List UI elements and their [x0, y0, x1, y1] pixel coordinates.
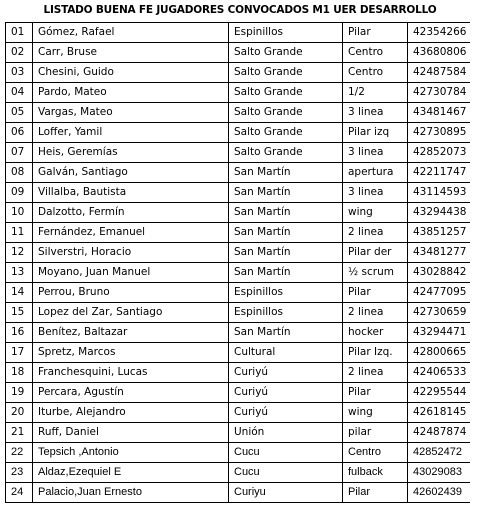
player-club-cell: Unión	[229, 423, 343, 443]
player-number-cell: 10	[6, 203, 33, 223]
player-dni-cell: 43114593	[408, 183, 470, 203]
player-number-cell: 07	[6, 143, 33, 163]
player-name-cell: Percara, Agustín	[33, 383, 229, 403]
player-row	[6, 143, 470, 163]
player-club-cell: San Martín	[229, 243, 343, 263]
player-dni-cell: 42295544	[408, 383, 470, 403]
player-row	[6, 103, 470, 123]
player-club-cell: San Martín	[229, 163, 343, 183]
player-position-cell: Centro	[343, 443, 408, 463]
player-row	[6, 123, 470, 143]
player-name-cell: Palacio,Juan Ernesto	[33, 483, 229, 503]
player-row	[6, 483, 470, 503]
player-club-cell: Salto Grande	[229, 143, 343, 163]
player-position-cell: wing	[343, 203, 408, 223]
player-row	[6, 303, 470, 323]
player-club-cell: San Martín	[229, 183, 343, 203]
player-club-cell: Cultural	[229, 343, 343, 363]
player-dni-cell: 43029083	[408, 463, 470, 483]
player-dni-cell: 43481277	[408, 243, 470, 263]
player-name-cell: Fernández, Emanuel	[33, 223, 229, 243]
player-club-cell: Espinillos	[229, 283, 343, 303]
player-club-cell: Curiyu	[229, 483, 343, 503]
player-club-cell: San Martín	[229, 223, 343, 243]
player-dni-cell: 43028842	[408, 263, 470, 283]
player-club-cell: Espinillos	[229, 303, 343, 323]
player-name-cell: Galván, Santiago	[33, 163, 229, 183]
player-row	[6, 83, 470, 103]
player-position-cell: Pilar Izq.	[343, 343, 408, 363]
player-row	[6, 43, 470, 63]
player-position-cell: 2 linea	[343, 303, 408, 323]
player-row	[6, 183, 470, 203]
player-number-cell: 11	[6, 223, 33, 243]
player-club-cell: Salto Grande	[229, 103, 343, 123]
player-dni-cell: 42211747	[408, 163, 470, 183]
player-club-cell: Salto Grande	[229, 43, 343, 63]
player-position-cell: pilar	[343, 423, 408, 443]
player-name-cell: Silverstri, Horacio	[33, 243, 229, 263]
player-position-cell: 3 linea	[343, 103, 408, 123]
player-row	[6, 343, 470, 363]
player-dni-cell: 42618145	[408, 403, 470, 423]
player-row	[6, 323, 470, 343]
player-position-cell: Pilar	[343, 283, 408, 303]
player-number-cell: 03	[6, 63, 33, 83]
player-dni-cell: 43851257	[408, 223, 470, 243]
player-position-cell: Pilar	[343, 23, 408, 43]
player-row	[6, 383, 470, 403]
document-title: LISTADO BUENA FE JUGADORES CONVOCADOS M1 UER DESARROLLO	[43, 4, 437, 16]
player-number-cell: 17	[6, 343, 33, 363]
player-dni-cell: 43294438	[408, 203, 470, 223]
player-row	[6, 423, 470, 443]
player-row	[6, 463, 470, 483]
player-name-cell: Benítez, Baltazar	[33, 323, 229, 343]
players-table-body	[6, 23, 470, 503]
player-row	[6, 363, 470, 383]
player-name-cell: Gómez, Rafael	[33, 23, 229, 43]
player-dni-cell: 43294471	[408, 323, 470, 343]
player-name-cell: Ruff, Daniel	[33, 423, 229, 443]
player-name-cell: Spretz, Marcos	[33, 343, 229, 363]
player-position-cell: 3 linea	[343, 143, 408, 163]
player-position-cell: ½ scrum	[343, 263, 408, 283]
player-row	[6, 403, 470, 423]
player-name-cell: Carr, Bruse	[33, 43, 229, 63]
player-dni-cell: 42487584	[408, 63, 470, 83]
player-row	[6, 263, 470, 283]
player-position-cell: Centro	[343, 43, 408, 63]
player-number-cell: 12	[6, 243, 33, 263]
player-number-cell: 13	[6, 263, 33, 283]
player-dni-cell: 42730895	[408, 123, 470, 143]
player-position-cell: Pilar der	[343, 243, 408, 263]
player-position-cell: 2 linea	[343, 223, 408, 243]
player-row	[6, 283, 470, 303]
player-position-cell: Pilar izq	[343, 123, 408, 143]
player-number-cell: 09	[6, 183, 33, 203]
player-name-cell: Pardo, Mateo	[33, 83, 229, 103]
player-club-cell: San Martín	[229, 323, 343, 343]
player-name-cell: Lopez del Zar, Santiago	[33, 303, 229, 323]
player-name-cell: Dalzotto, Fermín	[33, 203, 229, 223]
player-position-cell: Pilar	[343, 383, 408, 403]
player-name-cell: Franchesquini, Lucas	[33, 363, 229, 383]
player-number-cell: 14	[6, 283, 33, 303]
player-name-cell: Iturbe, Alejandro	[33, 403, 229, 423]
player-name-cell: Heis, Geremías	[33, 143, 229, 163]
player-number-cell: 18	[6, 363, 33, 383]
player-number-cell: 15	[6, 303, 33, 323]
player-number-cell: 19	[6, 383, 33, 403]
player-row	[6, 223, 470, 243]
player-row	[6, 23, 470, 43]
player-dni-cell: 42602439	[408, 483, 470, 503]
player-number-cell: 21	[6, 423, 33, 443]
player-dni-cell: 42487874	[408, 423, 470, 443]
player-number-cell: 04	[6, 83, 33, 103]
player-number-cell: 01	[6, 23, 33, 43]
player-name-cell: Tepsich ,Antonio	[33, 443, 229, 463]
player-club-cell: Espinillos	[229, 23, 343, 43]
player-number-cell: 16	[6, 323, 33, 343]
player-club-cell: Cucu	[229, 463, 343, 483]
player-club-cell: Curiyú	[229, 383, 343, 403]
player-dni-cell: 43481467	[408, 103, 470, 123]
player-dni-cell: 42852073	[408, 143, 470, 163]
player-row	[6, 243, 470, 263]
player-number-cell: 02	[6, 43, 33, 63]
player-club-cell: Cucu	[229, 443, 343, 463]
player-name-cell: Vargas, Mateo	[33, 103, 229, 123]
player-name-cell: Aldaz,Ezequiel E	[33, 463, 229, 483]
player-position-cell: 3 linea	[343, 183, 408, 203]
player-position-cell: Pilar	[343, 483, 408, 503]
player-position-cell: apertura	[343, 163, 408, 183]
player-position-cell: 1/2	[343, 83, 408, 103]
player-club-cell: Curiyú	[229, 363, 343, 383]
player-name-cell: Chesini, Guido	[33, 63, 229, 83]
player-name-cell: Villalba, Bautista	[33, 183, 229, 203]
player-dni-cell: 42730659	[408, 303, 470, 323]
player-position-cell: wing	[343, 403, 408, 423]
player-club-cell: San Martín	[229, 263, 343, 283]
player-dni-cell: 42354266	[408, 23, 470, 43]
player-row	[6, 163, 470, 183]
player-dni-cell: 42800665	[408, 343, 470, 363]
player-dni-cell: 42477095	[408, 283, 470, 303]
player-club-cell: Salto Grande	[229, 123, 343, 143]
player-club-cell: Salto Grande	[229, 83, 343, 103]
player-dni-cell: 43680806	[408, 43, 470, 63]
player-row	[6, 203, 470, 223]
player-row	[6, 63, 470, 83]
player-position-cell: Centro	[343, 63, 408, 83]
player-name-cell: Perrou, Bruno	[33, 283, 229, 303]
player-club-cell: San Martín	[229, 203, 343, 223]
player-number-cell: 20	[6, 403, 33, 423]
player-name-cell: Loffer, Yamil	[33, 123, 229, 143]
player-number-cell: 06	[6, 123, 33, 143]
player-number-cell: 08	[6, 163, 33, 183]
player-number-cell: 22	[6, 443, 33, 463]
player-dni-cell: 42406533	[408, 363, 470, 383]
player-dni-cell: 42730784	[408, 83, 470, 103]
player-number-cell: 24	[6, 483, 33, 503]
player-number-cell: 05	[6, 103, 33, 123]
player-club-cell: Curiyú	[229, 403, 343, 423]
players-table	[5, 22, 470, 503]
player-dni-cell: 42852472	[408, 443, 470, 463]
player-position-cell: fulback	[343, 463, 408, 483]
player-number-cell: 23	[6, 463, 33, 483]
player-row	[6, 443, 470, 463]
player-club-cell: Salto Grande	[229, 63, 343, 83]
player-position-cell: 2 linea	[343, 363, 408, 383]
player-name-cell: Moyano, Juan Manuel	[33, 263, 229, 283]
player-position-cell: hocker	[343, 323, 408, 343]
